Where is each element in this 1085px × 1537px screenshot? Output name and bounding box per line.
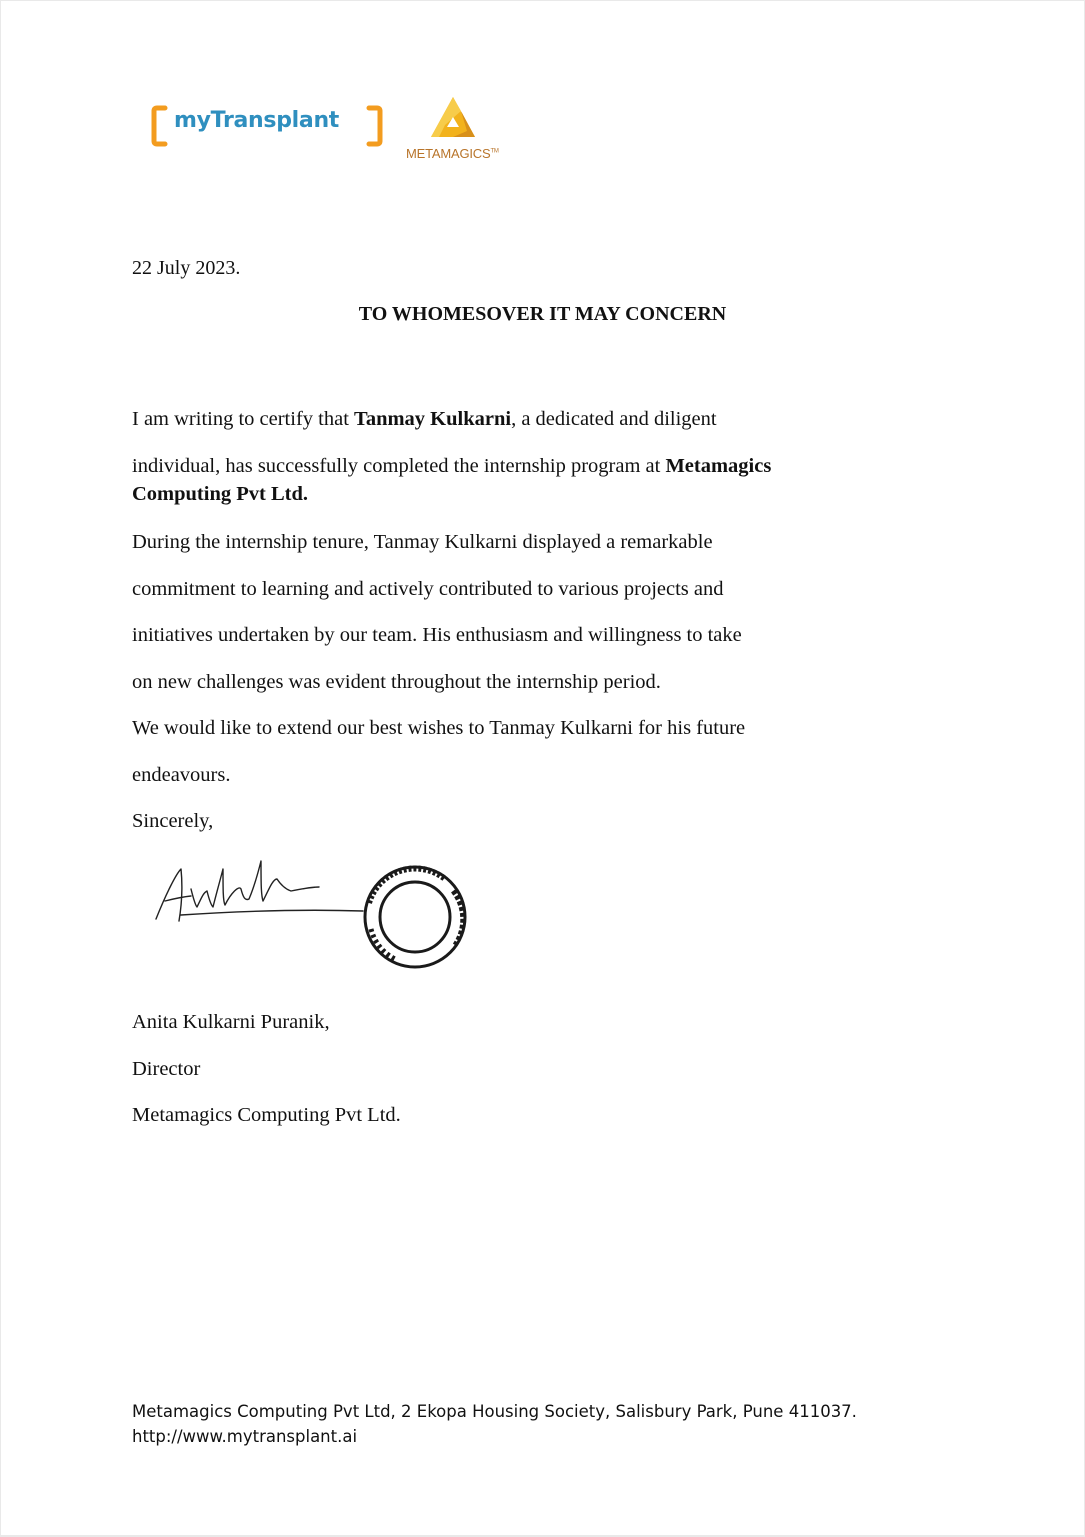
signatory-company: Metamagics Computing Pvt Ltd.	[132, 1104, 401, 1126]
body-line: I am writing to certify that Tanmay Kulkarni, a dedicated and diligent	[132, 408, 717, 430]
metamagics-logo-text: METAMAGICS™	[406, 146, 499, 161]
body-line: on new challenges was evident throughout the internship period.	[132, 670, 661, 693]
mytransplant-brand-text: myTransplant	[174, 108, 340, 133]
signatory-block	[132, 999, 401, 1139]
letter-footer	[132, 1399, 857, 1449]
footer-address: Metamagics Computing Pvt Ltd, 2 Ekopa Housing Society, Salisbury Park, Pune 411037.	[132, 1402, 857, 1421]
signatory-name: Anita Kulkarni Puranik,	[132, 1011, 330, 1033]
company-name-part1: Metamagics	[665, 454, 772, 477]
company-stamp	[365, 867, 465, 967]
signatory-title: Director	[132, 1057, 201, 1080]
company-name-part2: Computing Pvt Ltd.	[132, 483, 308, 505]
letter-heading: TO WHOMESOVER IT MAY CONCERN	[358, 303, 727, 325]
paragraph-certification	[132, 396, 922, 503]
handwritten-signature	[156, 861, 363, 921]
paragraph-tenure	[132, 519, 922, 705]
salutation: Sincerely,	[132, 810, 214, 832]
footer-website-link[interactable]: http://www.mytransplant.ai	[132, 1427, 358, 1446]
paragraph-wishes	[132, 705, 922, 845]
body-line: We would like to extend our best wishes to Tanmay Kulkarni for his future	[132, 717, 746, 739]
body-line: commitment to learning and actively contributed to various projects and	[132, 577, 724, 600]
body-line: initiatives undertaken by our team. His enthusiasm and willingness to take	[132, 624, 742, 646]
body-line: individual, has successfully completed the internship program at Metamagics	[132, 454, 772, 477]
intern-name: Tanmay Kulkarni	[354, 408, 512, 430]
letter-date: 22 July 2023.	[132, 257, 241, 279]
signature-and-stamp-image	[151, 849, 481, 969]
body-line: endeavours.	[132, 763, 231, 786]
letter-page	[1, 1, 1084, 1535]
letter-body	[132, 396, 922, 845]
body-line: During the internship tenure, Tanmay Kulkarni displayed a remarkable	[132, 531, 713, 553]
